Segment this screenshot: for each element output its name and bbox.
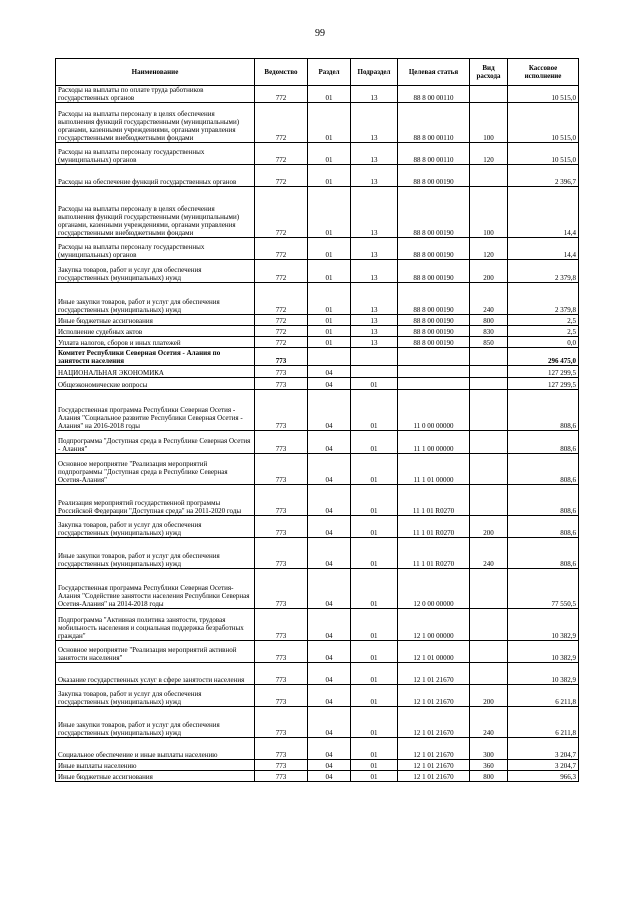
row-vedomstvo: 772 — [255, 103, 308, 143]
row-podrazdel: 01 — [351, 569, 398, 609]
row-celevaya-statya: 88 8 00 00110 — [398, 86, 470, 103]
row-celevaya-statya: 12 1 01 21670 — [398, 760, 470, 771]
row-podrazdel — [351, 348, 398, 366]
row-podrazdel: 01 — [351, 390, 398, 431]
row-celevaya-statya: 88 8 00 00110 — [398, 143, 470, 165]
header-podrazdel: Подраздел — [351, 59, 398, 86]
row-razdel: 01 — [308, 315, 351, 326]
row-vid-rashoda: 200 — [470, 516, 508, 538]
row-kassovoe-ispolnenie: 296 475,0 — [508, 348, 579, 366]
row-vid-rashoda — [470, 86, 508, 103]
row-celevaya-statya: 12 1 01 21670 — [398, 738, 470, 760]
row-vedomstvo: 773 — [255, 516, 308, 538]
header-vid-rashoda: Вид расхода — [470, 59, 508, 86]
header-celevaya-statya: Целевая статья — [398, 59, 470, 86]
row-name: Закупка товаров, работ и услуг для обеспечения государственных (муниципальных) нужд — [56, 260, 255, 283]
row-vedomstvo: 773 — [255, 771, 308, 782]
row-name: Государственная программа Республики Северная Осетия - Алания "Социальное развитие Республики Северная Осетия - Алания" на 2016-2018 годы — [56, 390, 255, 431]
row-podrazdel: 01 — [351, 760, 398, 771]
row-celevaya-statya — [398, 378, 470, 390]
row-vid-rashoda: 200 — [470, 685, 508, 707]
row-kassovoe-ispolnenie: 10 382,9 — [508, 641, 579, 663]
row-celevaya-statya: 88 8 00 00190 — [398, 187, 470, 238]
row-podrazdel: 13 — [351, 165, 398, 187]
row-celevaya-statya: 12 1 01 21670 — [398, 685, 470, 707]
row-celevaya-statya: 12 1 01 00000 — [398, 641, 470, 663]
row-name: Расходы на выплаты персоналу в целях обеспечения выполнения функций государственными (муниципальными) органами, казенными учреждениями, органами управления государственными внебюджетными фондами — [56, 187, 255, 238]
table-row — [56, 685, 579, 707]
row-vid-rashoda: 800 — [470, 315, 508, 326]
row-vid-rashoda — [470, 348, 508, 366]
table-row — [56, 315, 579, 326]
row-podrazdel: 01 — [351, 538, 398, 569]
row-podrazdel: 13 — [351, 315, 398, 326]
row-kassovoe-ispolnenie: 10 515,0 — [508, 143, 579, 165]
row-razdel: 01 — [308, 143, 351, 165]
table-row — [56, 283, 579, 315]
row-razdel: 01 — [308, 103, 351, 143]
row-kassovoe-ispolnenie: 808,6 — [508, 390, 579, 431]
row-vid-rashoda: 300 — [470, 738, 508, 760]
row-name: Иные закупки товаров, работ и услуг для обеспечения государственных (муниципальных) нужд — [56, 538, 255, 569]
row-razdel: 04 — [308, 609, 351, 641]
table-row — [56, 337, 579, 348]
row-kassovoe-ispolnenie: 10 515,0 — [508, 86, 579, 103]
row-razdel: 04 — [308, 771, 351, 782]
row-name: Иные бюджетные ассигнования — [56, 771, 255, 782]
row-razdel: 04 — [308, 641, 351, 663]
row-celevaya-statya: 12 1 01 21670 — [398, 663, 470, 685]
row-kassovoe-ispolnenie: 3 204,7 — [508, 738, 579, 760]
row-kassovoe-ispolnenie: 2 396,7 — [508, 165, 579, 187]
row-vedomstvo: 773 — [255, 538, 308, 569]
table-row — [56, 326, 579, 337]
row-podrazdel — [351, 366, 398, 378]
row-razdel: 04 — [308, 454, 351, 485]
row-vedomstvo: 772 — [255, 187, 308, 238]
row-kassovoe-ispolnenie: 3 204,7 — [508, 760, 579, 771]
row-vid-rashoda — [470, 454, 508, 485]
row-razdel: 01 — [308, 326, 351, 337]
page-number: 99 — [315, 28, 325, 39]
table-row — [56, 390, 579, 431]
row-name: Реализация мероприятий государственной программы Российской Федерации "Доступная среда" на 2011-2020 годы — [56, 485, 255, 516]
row-celevaya-statya — [398, 366, 470, 378]
row-vid-rashoda: 830 — [470, 326, 508, 337]
table-row — [56, 454, 579, 485]
row-podrazdel: 13 — [351, 260, 398, 283]
row-vid-rashoda — [470, 431, 508, 454]
row-vedomstvo: 772 — [255, 86, 308, 103]
row-vedomstvo: 772 — [255, 238, 308, 260]
table-row — [56, 86, 579, 103]
row-name: Подпрограмма "Доступная среда в Республике Северная Осетия - Алания" — [56, 431, 255, 454]
table-row — [56, 103, 579, 143]
row-podrazdel: 01 — [351, 431, 398, 454]
row-name: Закупка товаров, работ и услуг для обеспечения государственных (муниципальных) нужд — [56, 685, 255, 707]
row-vid-rashoda: 100 — [470, 103, 508, 143]
row-celevaya-statya: 88 8 00 00190 — [398, 337, 470, 348]
table-row — [56, 760, 579, 771]
row-podrazdel: 13 — [351, 283, 398, 315]
row-podrazdel: 01 — [351, 454, 398, 485]
row-kassovoe-ispolnenie: 10 382,9 — [508, 609, 579, 641]
row-razdel: 04 — [308, 378, 351, 390]
row-name: Расходы на выплаты персоналу государственных (муниципальных) органов — [56, 143, 255, 165]
row-podrazdel: 13 — [351, 238, 398, 260]
row-razdel: 01 — [308, 283, 351, 315]
row-vedomstvo: 772 — [255, 143, 308, 165]
row-vedomstvo: 773 — [255, 431, 308, 454]
row-vid-rashoda — [470, 165, 508, 187]
row-name: Иные закупки товаров, работ и услуг для обеспечения государственных (муниципальных) нужд — [56, 707, 255, 738]
budget-table — [55, 58, 579, 782]
row-vedomstvo: 772 — [255, 315, 308, 326]
row-vid-rashoda: 120 — [470, 238, 508, 260]
row-vid-rashoda — [470, 485, 508, 516]
row-podrazdel: 01 — [351, 738, 398, 760]
row-vid-rashoda — [470, 366, 508, 378]
row-razdel: 04 — [308, 685, 351, 707]
row-kassovoe-ispolnenie: 10 515,0 — [508, 103, 579, 143]
row-kassovoe-ispolnenie: 808,6 — [508, 454, 579, 485]
row-celevaya-statya: 11 1 01 R0270 — [398, 516, 470, 538]
row-celevaya-statya: 11 1 01 R0270 — [398, 538, 470, 569]
row-razdel: 01 — [308, 165, 351, 187]
row-podrazdel: 01 — [351, 685, 398, 707]
row-celevaya-statya: 88 8 00 00190 — [398, 326, 470, 337]
row-kassovoe-ispolnenie: 2 379,8 — [508, 260, 579, 283]
row-razdel: 01 — [308, 337, 351, 348]
row-vedomstvo: 773 — [255, 707, 308, 738]
row-vid-rashoda: 800 — [470, 771, 508, 782]
row-kassovoe-ispolnenie: 127 299,5 — [508, 366, 579, 378]
row-vid-rashoda: 120 — [470, 143, 508, 165]
row-vid-rashoda: 240 — [470, 538, 508, 569]
row-vedomstvo: 772 — [255, 260, 308, 283]
table-row — [56, 516, 579, 538]
row-vid-rashoda: 240 — [470, 283, 508, 315]
table-row — [56, 485, 579, 516]
header-vedomstvo: Ведомство — [255, 59, 308, 86]
row-razdel: 01 — [308, 86, 351, 103]
row-name: Расходы на обеспечение функций государственных органов — [56, 165, 255, 187]
row-name: Расходы на выплаты персоналу в целях обеспечения выполнения функций государственными (муниципальными) органами, казенными учреждениями, органами управления государственными внебюджетными фондами — [56, 103, 255, 143]
table-row — [56, 569, 579, 609]
row-celevaya-statya: 12 1 00 00000 — [398, 609, 470, 641]
row-name: Иные бюджетные ассигнования — [56, 315, 255, 326]
row-name: Иные выплаты населению — [56, 760, 255, 771]
row-celevaya-statya: 88 8 00 00190 — [398, 165, 470, 187]
row-razdel: 01 — [308, 260, 351, 283]
header-kassovoe-ispolnenie: Кассовое исполнение — [508, 59, 579, 86]
row-razdel: 01 — [308, 187, 351, 238]
row-celevaya-statya: 88 8 00 00190 — [398, 283, 470, 315]
row-kassovoe-ispolnenie: 6 211,8 — [508, 707, 579, 738]
row-podrazdel: 13 — [351, 103, 398, 143]
row-razdel: 04 — [308, 760, 351, 771]
row-vedomstvo: 773 — [255, 641, 308, 663]
table-row — [56, 431, 579, 454]
table-row — [56, 348, 579, 366]
row-kassovoe-ispolnenie: 6 211,8 — [508, 685, 579, 707]
row-vid-rashoda: 100 — [470, 187, 508, 238]
row-podrazdel: 01 — [351, 485, 398, 516]
row-podrazdel: 01 — [351, 378, 398, 390]
row-name: Иные закупки товаров, работ и услуг для обеспечения государственных (муниципальных) нужд — [56, 283, 255, 315]
row-podrazdel: 01 — [351, 707, 398, 738]
row-celevaya-statya: 12 0 00 00000 — [398, 569, 470, 609]
row-kassovoe-ispolnenie: 0,0 — [508, 337, 579, 348]
table-row — [56, 663, 579, 685]
row-kassovoe-ispolnenie: 2,5 — [508, 326, 579, 337]
row-name: Общеэкономические вопросы — [56, 378, 255, 390]
row-name: Расходы на выплаты персоналу государственных (муниципальных) органов — [56, 238, 255, 260]
table-row — [56, 538, 579, 569]
row-podrazdel: 01 — [351, 771, 398, 782]
row-name: Уплата налогов, сборов и иных платежей — [56, 337, 255, 348]
row-vedomstvo: 773 — [255, 348, 308, 366]
row-kassovoe-ispolnenie: 14,4 — [508, 187, 579, 238]
row-name: Социальное обеспечение и иные выплаты населению — [56, 738, 255, 760]
row-vid-rashoda: 850 — [470, 337, 508, 348]
row-podrazdel: 13 — [351, 86, 398, 103]
row-name: Государственная программа Республики Северная Осетия-Алания "Содействие занятости населения Республики Северная Осетия-Алания" на 2014-2018 годы — [56, 569, 255, 609]
row-name: Основное мероприятие "Реализация мероприятий подпрограммы "Доступная среда в Республике Северная Осетия-Алания" — [56, 454, 255, 485]
row-vedomstvo: 772 — [255, 283, 308, 315]
row-vid-rashoda — [470, 378, 508, 390]
row-podrazdel: 01 — [351, 641, 398, 663]
row-razdel: 04 — [308, 663, 351, 685]
row-vedomstvo: 772 — [255, 326, 308, 337]
row-vedomstvo: 773 — [255, 569, 308, 609]
row-name: НАЦИОНАЛЬНАЯ ЭКОНОМИКА — [56, 366, 255, 378]
row-vid-rashoda — [470, 663, 508, 685]
table-row — [56, 260, 579, 283]
table-row — [56, 641, 579, 663]
row-name: Комитет Республики Северная Осетия - Алания по занятости населения — [56, 348, 255, 366]
row-kassovoe-ispolnenie: 14,4 — [508, 238, 579, 260]
row-razdel: 04 — [308, 431, 351, 454]
row-vedomstvo: 773 — [255, 609, 308, 641]
row-vedomstvo: 772 — [255, 165, 308, 187]
row-podrazdel: 13 — [351, 143, 398, 165]
row-name: Подпрограмма "Активная политика занятости, трудовая мобильность населения и социальная поддержка безработных граждан" — [56, 609, 255, 641]
table-row — [56, 366, 579, 378]
row-podrazdel: 13 — [351, 187, 398, 238]
row-razdel — [308, 348, 351, 366]
row-kassovoe-ispolnenie: 127 299,5 — [508, 378, 579, 390]
row-kassovoe-ispolnenie: 808,6 — [508, 485, 579, 516]
row-celevaya-statya: 11 1 01 R0270 — [398, 485, 470, 516]
row-podrazdel: 01 — [351, 516, 398, 538]
table-row — [56, 143, 579, 165]
table-header-row — [56, 59, 579, 86]
row-vid-rashoda: 200 — [470, 260, 508, 283]
row-vid-rashoda — [470, 569, 508, 609]
row-podrazdel: 01 — [351, 663, 398, 685]
row-celevaya-statya: 88 8 00 00190 — [398, 260, 470, 283]
row-vedomstvo: 773 — [255, 685, 308, 707]
row-kassovoe-ispolnenie: 2,5 — [508, 315, 579, 326]
table-row — [56, 187, 579, 238]
row-name: Основное мероприятие "Реализация мероприятий активной занятости населения" — [56, 641, 255, 663]
row-podrazdel: 13 — [351, 337, 398, 348]
table-row — [56, 165, 579, 187]
row-razdel: 04 — [308, 738, 351, 760]
row-vedomstvo: 773 — [255, 738, 308, 760]
row-razdel: 04 — [308, 707, 351, 738]
row-celevaya-statya: 12 1 01 21670 — [398, 771, 470, 782]
row-kassovoe-ispolnenie: 808,6 — [508, 431, 579, 454]
row-vedomstvo: 773 — [255, 663, 308, 685]
row-kassovoe-ispolnenie: 77 550,5 — [508, 569, 579, 609]
row-celevaya-statya: 88 8 00 00190 — [398, 315, 470, 326]
header-name: Наименование — [56, 59, 255, 86]
row-podrazdel: 13 — [351, 326, 398, 337]
row-razdel: 04 — [308, 366, 351, 378]
table-row — [56, 609, 579, 641]
table-row — [56, 238, 579, 260]
row-vedomstvo: 773 — [255, 485, 308, 516]
row-podrazdel: 01 — [351, 609, 398, 641]
row-razdel: 04 — [308, 538, 351, 569]
header-razdel: Раздел — [308, 59, 351, 86]
row-vid-rashoda — [470, 609, 508, 641]
row-celevaya-statya: 88 8 00 00110 — [398, 103, 470, 143]
row-vid-rashoda — [470, 390, 508, 431]
row-razdel: 01 — [308, 238, 351, 260]
row-kassovoe-ispolnenie: 808,6 — [508, 538, 579, 569]
row-celevaya-statya: 12 1 01 21670 — [398, 707, 470, 738]
row-vid-rashoda — [470, 641, 508, 663]
table-row — [56, 707, 579, 738]
row-celevaya-statya — [398, 348, 470, 366]
row-razdel: 04 — [308, 569, 351, 609]
row-name: Расходы на выплаты по оплате труда работников государственных органов — [56, 86, 255, 103]
row-kassovoe-ispolnenie: 808,6 — [508, 516, 579, 538]
row-kassovoe-ispolnenie: 10 382,9 — [508, 663, 579, 685]
row-celevaya-statya: 11 1 01 00000 — [398, 454, 470, 485]
row-name: Закупка товаров, работ и услуг для обеспечения государственных (муниципальных) нужд — [56, 516, 255, 538]
row-celevaya-statya: 11 1 00 00000 — [398, 431, 470, 454]
row-vedomstvo: 773 — [255, 454, 308, 485]
table-row — [56, 738, 579, 760]
row-name: Исполнение судебных актов — [56, 326, 255, 337]
row-kassovoe-ispolnenie: 966,3 — [508, 771, 579, 782]
row-celevaya-statya: 11 0 00 00000 — [398, 390, 470, 431]
table-row — [56, 378, 579, 390]
row-razdel: 04 — [308, 390, 351, 431]
row-kassovoe-ispolnenie: 2 379,8 — [508, 283, 579, 315]
row-razdel: 04 — [308, 485, 351, 516]
row-vid-rashoda: 360 — [470, 760, 508, 771]
row-vedomstvo: 773 — [255, 366, 308, 378]
row-razdel: 04 — [308, 516, 351, 538]
row-vedomstvo: 773 — [255, 390, 308, 431]
row-vedomstvo: 773 — [255, 760, 308, 771]
row-name: Оказание государственных услуг в сфере занятости населения — [56, 663, 255, 685]
row-vedomstvo: 772 — [255, 337, 308, 348]
row-vedomstvo: 773 — [255, 378, 308, 390]
table-row — [56, 771, 579, 782]
row-vid-rashoda: 240 — [470, 707, 508, 738]
row-celevaya-statya: 88 8 00 00190 — [398, 238, 470, 260]
